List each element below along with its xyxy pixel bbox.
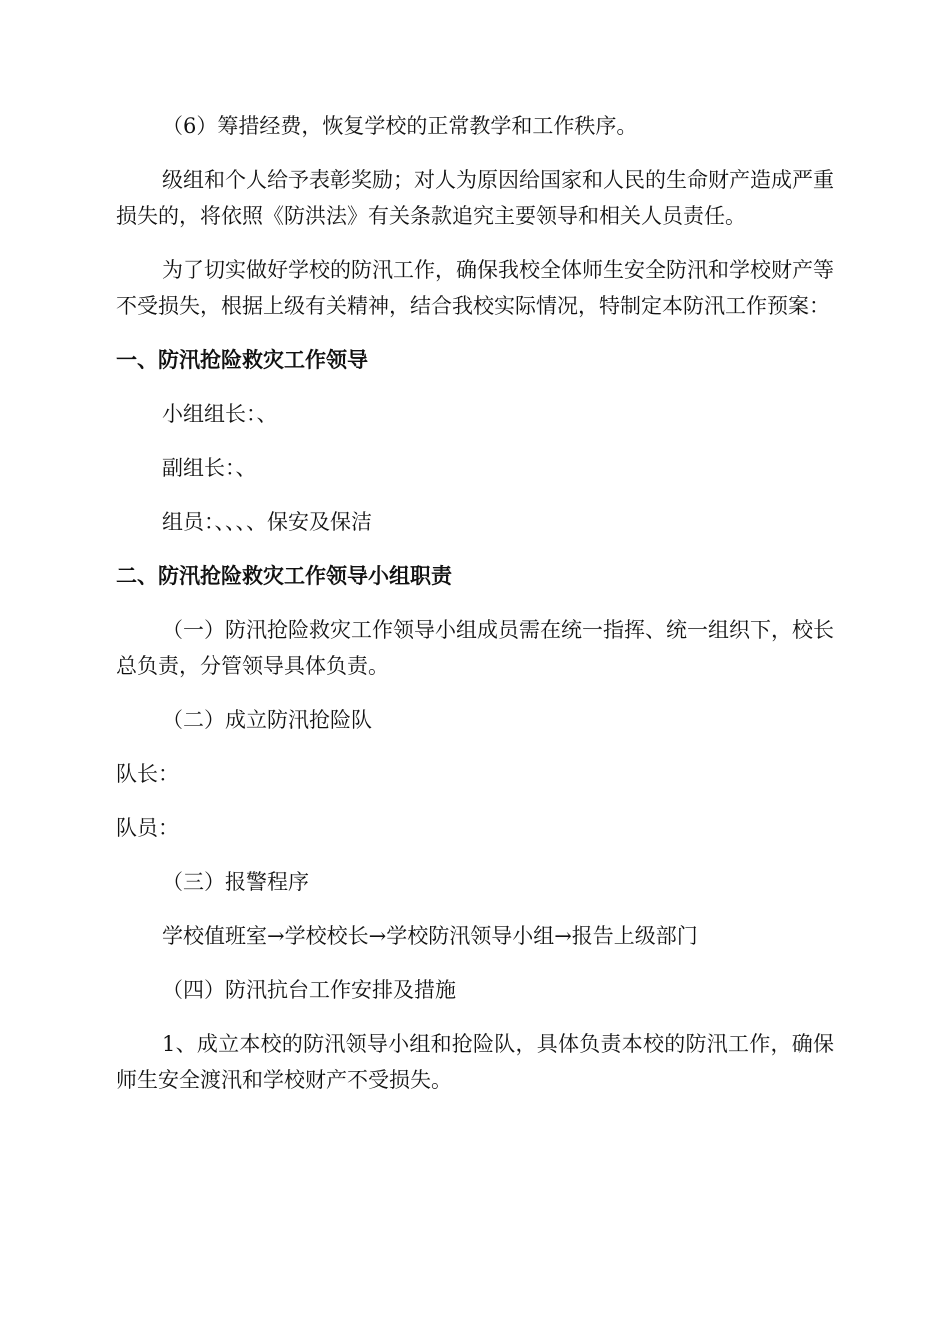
section-heading-2: 二、防汛抢险救灾工作领导小组职责 [116,563,452,588]
document-page [116,108,834,1098]
paragraph-captain: 队长： [116,762,179,786]
paragraph-members: 组员：、、、、保安及保洁 [162,510,372,534]
paragraph-alarm-flow: 学校值班室→学校校长→学校防汛领导小组→报告上级部门 [162,924,698,948]
paragraph-measure-1: 1、成立本校的防汛领导小组和抢险队，具体负责本校的防汛工作，确保师生安全渡汛和学校财产不受损失。 [116,1032,834,1092]
paragraph-duty-4: （四）防汛抗台工作安排及措施 [162,978,456,1002]
paragraph-duty-2: （二）成立防汛抢险队 [162,708,372,732]
paragraph-intro: 为了切实做好学校的防汛工作，确保我校全体师生安全防汛和学校财产等不受损失，根据上级有关精神，结合我校实际情况，特制定本防汛工作预案： [116,258,834,318]
paragraph-duty-3: （三）报警程序 [162,870,309,894]
paragraph-group-leader: 小组组长：、 [162,402,278,426]
section-heading-1: 一、防汛抢险救灾工作领导 [116,347,368,372]
paragraph-funding: （6）筹措经费，恢复学校的正常教学和工作秩序。 [162,114,638,138]
paragraph-deputy-leader: 副组长：、 [162,456,257,480]
paragraph-team-members: 队员： [116,816,179,840]
paragraph-rewards: 级组和个人给予表彰奖励；对人为原因给国家和人民的生命财产造成严重损失的，将依照《防洪法》有关条款追究主要领导和相关人员责任。 [116,168,834,228]
paragraph-duty-1: （一）防汛抢险救灾工作领导小组成员需在统一指挥、统一组织下，校长总负责，分管领导具体负责。 [116,618,834,678]
